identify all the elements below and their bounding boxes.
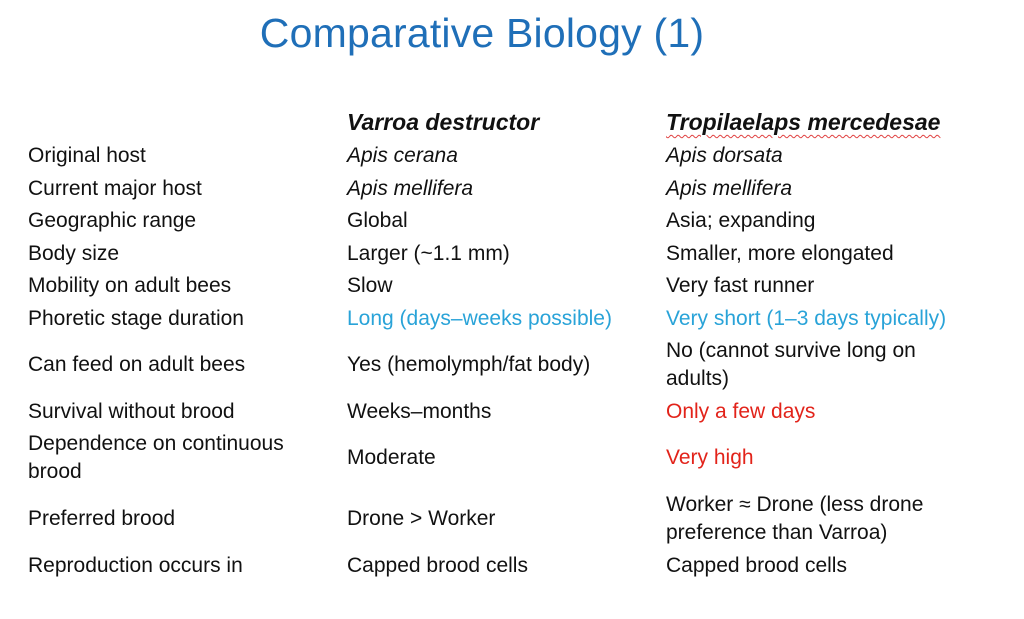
tropilaelaps-value: Only a few days [666,399,816,423]
tropilaelaps-value: Very fast runner [666,274,815,297]
slide-title: Comparative Biology (1) [259,10,705,56]
varroa-value: Capped brood cells [347,553,528,577]
row-label: Original host [28,144,146,167]
table-row [28,428,988,488]
tropilaelaps-value: Smaller, more elongated [666,241,894,265]
row-label: Preferred brood [28,506,176,530]
varroa-value: Long (days–weeks possible) [347,306,612,330]
header-tropilaelaps: Tropilaelaps mercedesae [666,109,941,135]
tropilaelaps-value: Apis dorsata [666,144,783,167]
table-row [28,205,988,237]
row-label: Mobility on adult bees [28,274,232,297]
varroa-value: Moderate [347,446,436,469]
table-row [28,140,988,172]
row-label: Reproduction occurs in [28,553,243,577]
row-label: Dependence on continuous brood [28,432,284,483]
row-label: Current major host [28,176,202,200]
table-row [28,488,988,549]
varroa-value: Slow [347,274,393,297]
varroa-value: Weeks–months [347,399,492,423]
row-label: Survival without brood [28,399,235,423]
row-label: Geographic range [28,209,197,232]
table-row [28,270,988,302]
table-row [28,395,988,428]
tropilaelaps-value: Asia; expanding [666,209,816,232]
varroa-value: Apis cerana [347,144,458,167]
tropilaelaps-value: Very high [666,446,754,469]
table-row [28,237,988,270]
tropilaelaps-value: Very short (1–3 days typically) [666,306,947,330]
varroa-value: Drone > Worker [347,506,496,530]
table-row [28,172,988,205]
varroa-value: Larger (~1.1 mm) [347,241,510,265]
header-varroa: Varroa destructor [347,109,540,135]
tropilaelaps-value: Capped brood cells [666,553,847,577]
table-row [28,335,988,395]
table-row [28,549,988,582]
tropilaelaps-value: Worker ≈ Drone (less drone preference than Varroa) [666,492,924,544]
varroa-value: Yes (hemolymph/fat body) [347,353,591,376]
row-label: Body size [28,241,120,265]
varroa-value: Apis mellifera [347,176,474,200]
table-header-row [28,104,988,140]
table-row [28,302,988,335]
tropilaelaps-value: No (cannot survive long on adults) [666,339,916,390]
comparison-table [28,104,988,582]
varroa-value: Global [347,209,408,232]
row-label: Can feed on adult bees [28,353,246,376]
tropilaelaps-value: Apis mellifera [666,176,793,200]
row-label: Phoretic stage duration [28,306,244,330]
